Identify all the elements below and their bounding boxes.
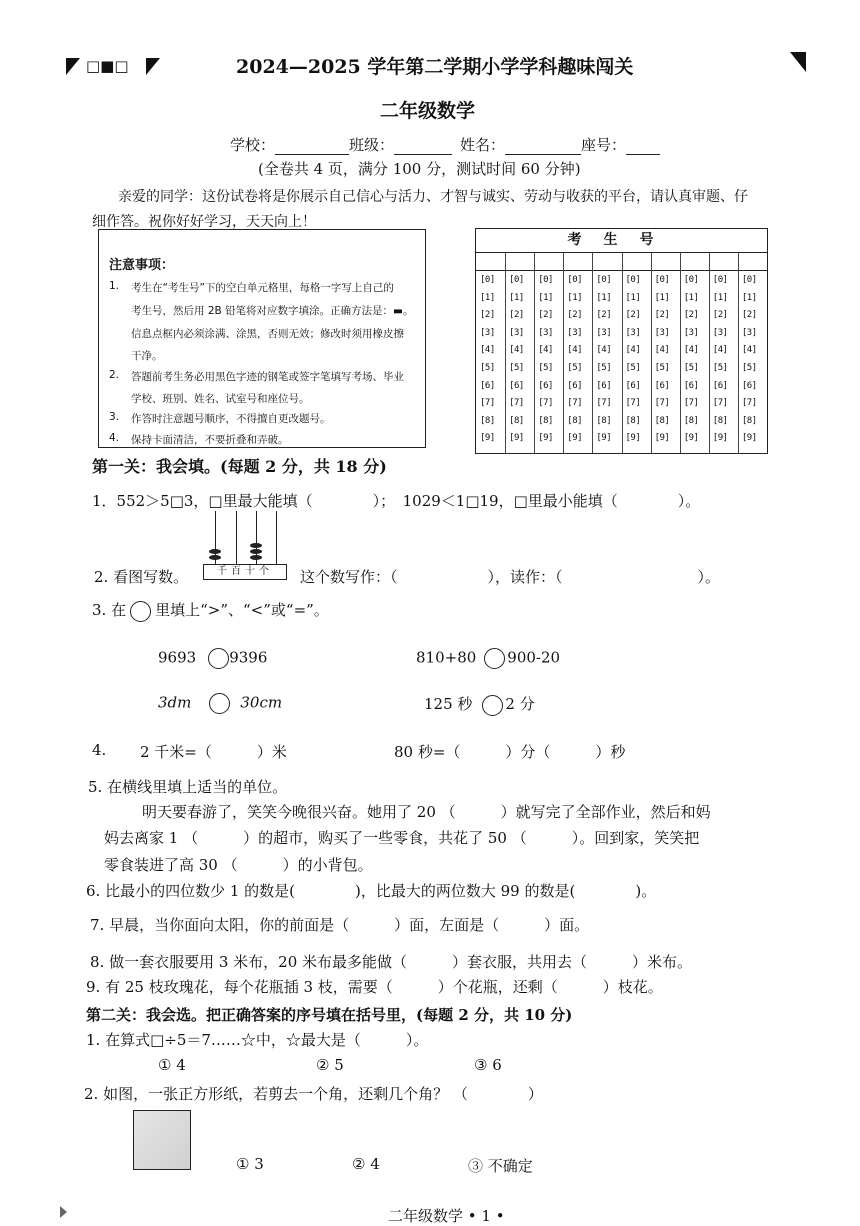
exam-number-bubble[interactable]: [9]: [509, 433, 524, 444]
grid-column-divider: [563, 252, 564, 453]
exam-number-bubble[interactable]: [6]: [712, 380, 728, 391]
notice-item-num: 4.: [109, 432, 120, 444]
exam-number-bubble[interactable]: [6]: [480, 380, 495, 391]
notice-line: 干净。: [131, 350, 163, 362]
subject-title: 二年级数学: [380, 100, 476, 122]
exam-number-bubble[interactable]: [3]: [509, 327, 524, 338]
exam-number-bubble[interactable]: [0]: [741, 275, 757, 285]
exam-number-bubble[interactable]: [7]: [683, 398, 699, 409]
exam-number-bubble[interactable]: [2]: [625, 310, 641, 321]
exam-number-bubble[interactable]: [3]: [480, 327, 495, 338]
exam-number-bubble[interactable]: [7]: [538, 398, 553, 409]
exam-number-bubble[interactable]: [9]: [596, 433, 612, 444]
exam-number-bubble[interactable]: [8]: [741, 415, 757, 426]
exam-number-bubble[interactable]: [6]: [654, 380, 670, 391]
info-fields: [230, 134, 660, 155]
exam-number-bubble[interactable]: [1]: [625, 292, 641, 303]
notice-item-num: 1.: [109, 280, 120, 292]
compare-item: 810+80 900-20: [416, 648, 560, 669]
exam-number-bubble[interactable]: [0]: [509, 275, 524, 285]
grid-column-divider: [709, 252, 710, 453]
exam-number-bubble[interactable]: [3]: [625, 327, 641, 338]
exam-number-bubble[interactable]: [2]: [712, 310, 728, 321]
question-5-line: 零食装进了高 30 （ ）的小背包。: [104, 856, 373, 874]
exam-number-bubble[interactable]: [4]: [596, 345, 612, 356]
exam-number-bubble[interactable]: [2]: [683, 310, 699, 321]
exam-number-bubble[interactable]: [9]: [683, 433, 699, 444]
option[interactable]: ③ 不确定: [468, 1157, 533, 1175]
seat-label: 座号：: [581, 136, 627, 154]
exam-number-bubble[interactable]: [4]: [712, 345, 728, 356]
exam-number-bubble[interactable]: [8]: [509, 415, 524, 426]
question-5-line: 明天要春游了，笑笑今晚很兴奋。她用了 20 （ ）就写完了全部作业，然后和妈: [142, 803, 711, 821]
compare-item: 3dm 30cm: [158, 693, 282, 714]
compare-circle[interactable]: [482, 695, 503, 716]
compare-item: 125 秒 2 分: [424, 693, 535, 716]
exam-number-bubble[interactable]: [3]: [596, 327, 612, 338]
section2-question-1: 1. 在算式□÷5＝7……☆中，☆最大是（ ）。: [86, 1031, 429, 1049]
exam-number-bubble[interactable]: [7]: [741, 398, 757, 409]
exam-number-bubble[interactable]: [7]: [712, 398, 728, 409]
question-1: 1．552＞5□3，□里最大能填（ ）； 1029＜1□19，□里最小能填（ ）。: [92, 492, 701, 510]
exam-number-bubble[interactable]: [1]: [480, 292, 495, 303]
question-8: 8. 做一套衣服要用 3 米布，20 米布最多能做（ ）套衣服，共用去（ ）米布。: [90, 953, 693, 971]
exam-number-bubble[interactable]: [0]: [625, 275, 641, 285]
exam-number-bubble[interactable]: [5]: [683, 363, 699, 373]
exam-number-bubble[interactable]: [5]: [480, 363, 495, 373]
exam-number-bubble[interactable]: [6]: [625, 380, 641, 391]
compare-item: 9693 9396: [158, 648, 267, 669]
exam-number-bubble[interactable]: [5]: [625, 363, 641, 373]
exam-number-bubble[interactable]: [2]: [596, 310, 612, 321]
exam-number-bubble[interactable]: [3]: [654, 327, 670, 338]
exam-number-bubble[interactable]: [8]: [480, 415, 495, 426]
exam-number-bubble[interactable]: [7]: [567, 398, 583, 409]
exam-number-bubble[interactable]: [7]: [654, 398, 670, 409]
notice-item-num: 2.: [109, 369, 120, 381]
exam-number-bubble[interactable]: [9]: [567, 433, 583, 444]
exam-number-bubble[interactable]: [2]: [654, 310, 670, 321]
exam-number-bubble[interactable]: [9]: [741, 433, 757, 444]
exam-number-bubble[interactable]: [4]: [683, 345, 699, 356]
exam-number-bubble[interactable]: [6]: [567, 380, 583, 391]
grid-column-divider: [592, 252, 593, 453]
exam-number-bubble[interactable]: [9]: [625, 433, 641, 444]
exam-number-bubble[interactable]: [8]: [683, 415, 699, 426]
notice-line: 考生在“考生号”下的空白单元格里，每格一字写上自己的: [131, 282, 394, 294]
grid-column-divider: [505, 252, 506, 453]
question-3: 3. 在 里填上“>”、“<”或“=”。: [92, 599, 329, 622]
exam-number-bubble[interactable]: [7]: [480, 398, 495, 409]
grid-column-divider: [622, 252, 623, 453]
exam-number-bubble[interactable]: [0]: [683, 275, 699, 285]
exam-number-bubble[interactable]: [1]: [654, 292, 670, 303]
notice-line: 保持卡面清洁，不要折叠和弄破。: [131, 434, 289, 446]
exam-number-bubble[interactable]: [2]: [538, 310, 553, 321]
option[interactable]: ② 4: [352, 1155, 380, 1173]
exam-info: (全卷共 4 页，满分 100 分，测试时间 60 分钟): [258, 160, 581, 178]
exam-number-bubble[interactable]: [8]: [625, 415, 641, 426]
question-2-suffix: 这个数写作：（ ），读作：（ ）。: [300, 568, 721, 586]
greeting-line: 细作答。祝你好好学习，天天向上！: [92, 214, 316, 230]
notice-line: 答题前考生务必用黑色字迹的钢笔或签字笔填写考场、毕业: [131, 371, 404, 383]
exam-number-title: 考生号: [476, 229, 767, 253]
exam-number-bubble[interactable]: [1]: [538, 292, 553, 303]
notice-heading: 注意事项：: [109, 258, 175, 273]
exam-number-bubble[interactable]: [1]: [683, 292, 699, 303]
exam-number-bubble[interactable]: [0]: [596, 275, 612, 285]
exam-number-bubble[interactable]: [8]: [538, 415, 553, 426]
class-label: 班级：: [349, 136, 395, 154]
exam-number-bubble[interactable]: [4]: [538, 345, 553, 356]
exam-number-bubble[interactable]: [2]: [480, 310, 495, 321]
question-2-prefix: 2. 看图写数。: [94, 568, 189, 586]
square-paper-figure: [133, 1110, 191, 1170]
question-6: 6. 比最小的四位数少 1 的数是( )，比最大的两位数大 99 的数是( )。: [86, 882, 657, 900]
exam-number-bubble[interactable]: [3]: [538, 327, 553, 338]
question-5-title: 5. 在横线里填上适当的单位。: [88, 778, 288, 796]
section1-title: 第一关：我会填。(每题 2 分，共 18 分): [92, 457, 387, 476]
exam-number-bubble[interactable]: [5]: [567, 363, 583, 373]
question-5-line: 妈去离家 1 （ ）的超市，购买了一些零食，共花了 50 （ ）。回到家，笑笑把: [104, 829, 700, 847]
corner-mark-icon: [790, 52, 806, 72]
exam-number-bubble[interactable]: [8]: [596, 415, 612, 426]
exam-number-bubble[interactable]: [6]: [683, 380, 699, 391]
question-4a: 2 千米=（ ）米: [140, 743, 287, 761]
exam-number-bubble[interactable]: [5]: [654, 363, 670, 373]
notice-line: 作答时注意题号顺序，不得擅自更改题号。: [131, 413, 331, 425]
compare-circle[interactable]: [484, 648, 505, 669]
exam-number-bubble[interactable]: [7]: [509, 398, 524, 409]
exam-number-bubble[interactable]: [0]: [538, 275, 553, 285]
exam-number-bubble[interactable]: [1]: [596, 292, 612, 303]
exam-number-bubble[interactable]: [8]: [712, 415, 728, 426]
option[interactable]: ③ 6: [474, 1056, 502, 1074]
exam-number-bubble[interactable]: [9]: [654, 433, 670, 444]
exam-number-bubble[interactable]: [3]: [683, 327, 699, 338]
exam-title: 2024—2025 学年第二学期小学学科趣味闯关: [236, 56, 634, 78]
exam-number-bubble[interactable]: [1]: [567, 292, 583, 303]
question-9: 9. 有 25 枝玫瑰花，每个花瓶插 3 枝，需要（ ）个花瓶，还剩（ ）枝花。: [86, 978, 663, 996]
exam-number-bubble[interactable]: [0]: [567, 275, 583, 285]
exam-number-grid: [475, 228, 768, 454]
exam-number-bubble[interactable]: [1]: [509, 292, 524, 303]
exam-number-bubble[interactable]: [5]: [596, 363, 612, 373]
seat-field[interactable]: [626, 154, 660, 155]
school-field[interactable]: [275, 154, 349, 155]
exam-number-bubble[interactable]: [8]: [654, 415, 670, 426]
notice-item-num: 3.: [109, 411, 120, 423]
grid-column-divider: [534, 252, 535, 453]
exam-number-bubble[interactable]: [6]: [741, 380, 757, 391]
question-4-num: 4.: [92, 741, 107, 759]
corner-mark-icon: [60, 1206, 67, 1218]
name-field[interactable]: [505, 154, 581, 155]
exam-number-bubble[interactable]: [5]: [509, 363, 524, 373]
exam-number-bubble[interactable]: [5]: [712, 363, 728, 373]
notice-line: 学校、班别、姓名、试室号和座位号。: [131, 393, 310, 405]
exam-number-bubble[interactable]: [8]: [567, 415, 583, 426]
exam-number-bubble[interactable]: [2]: [567, 310, 583, 321]
exam-number-bubble[interactable]: [0]: [712, 275, 728, 285]
exam-number-bubble[interactable]: [6]: [538, 380, 553, 391]
exam-number-bubble[interactable]: [4]: [625, 345, 641, 356]
abacus-labels: 千百十个: [203, 564, 287, 580]
option[interactable]: ② 5: [316, 1056, 344, 1074]
grid-column-divider: [738, 252, 739, 453]
grid-column-divider: [651, 252, 652, 453]
exam-number-bubble[interactable]: [2]: [741, 310, 757, 321]
corner-mark-icon: [66, 58, 80, 75]
exam-number-bubble[interactable]: [4]: [741, 345, 757, 356]
name-label: 姓名：: [460, 136, 506, 154]
page-footer: 二年级数学 • 1 •: [388, 1207, 505, 1225]
exam-number-bubble[interactable]: [2]: [509, 310, 524, 321]
question-4b: 80 秒=（ ）分（ ）秒: [394, 743, 626, 761]
exam-number-bubble[interactable]: [0]: [654, 275, 670, 285]
exam-number-bubble[interactable]: [5]: [741, 363, 757, 373]
notice-line: 考生号，然后用 2B 铅笔将对应数字填涂。正确方法是：▬。: [131, 305, 414, 317]
exam-number-bubble[interactable]: [4]: [509, 345, 524, 356]
exam-number-bubble[interactable]: [4]: [480, 345, 495, 356]
exam-number-bubble[interactable]: [4]: [654, 345, 670, 356]
section2-question-2: 2. 如图，一张正方形纸，若剪去一个角，还剩几个角？ （ ）: [84, 1085, 543, 1103]
greeting-line: 亲爱的同学：这份试卷将是你展示自己信心与活力、才智与诚实、劳动与收获的平台，请认真审题、仔: [118, 189, 748, 205]
corner-mark-icon: [146, 58, 160, 75]
notice-line: 信息点框内必须涂满、涂黑，否则无效；修改时须用橡皮擦: [131, 328, 404, 340]
exam-number-bubble[interactable]: [7]: [625, 398, 641, 409]
exam-number-bubble[interactable]: [9]: [712, 433, 728, 444]
section2-title: 第二关：我会选。把正确答案的序号填在括号里，(每题 2 分，共 10 分): [86, 1006, 573, 1024]
compare-circle[interactable]: [209, 693, 230, 714]
exam-number-bubble[interactable]: [4]: [567, 345, 583, 356]
class-field[interactable]: [394, 154, 452, 155]
exam-number-bubble[interactable]: [6]: [596, 380, 612, 391]
exam-number-bubble[interactable]: [6]: [509, 380, 524, 391]
exam-number-bubble[interactable]: [0]: [480, 275, 495, 285]
exam-number-bubble[interactable]: [3]: [712, 327, 728, 338]
option[interactable]: ① 3: [236, 1155, 264, 1173]
grid-column-divider: [680, 252, 681, 453]
exam-number-bubble[interactable]: [7]: [596, 398, 612, 409]
notice-box: [98, 229, 426, 448]
exam-number-bubble[interactable]: [3]: [741, 327, 757, 338]
question-7: 7. 早晨，当你面向太阳，你的前面是（ ）面，左面是（ ）面。: [90, 916, 590, 934]
compare-circle-icon: [130, 601, 151, 622]
compare-circle[interactable]: [208, 648, 229, 669]
school-label: 学校：: [230, 136, 276, 154]
exam-number-bubble[interactable]: [1]: [741, 292, 757, 303]
option[interactable]: ① 4: [158, 1056, 186, 1074]
exam-number-bubble[interactable]: [3]: [567, 327, 583, 338]
exam-number-bubble[interactable]: [9]: [538, 433, 553, 444]
exam-number-bubble[interactable]: [1]: [712, 292, 728, 303]
exam-number-bubble[interactable]: [5]: [538, 363, 553, 373]
alignment-marks-icon: □■□: [86, 57, 129, 75]
exam-number-bubble[interactable]: [9]: [480, 433, 495, 444]
